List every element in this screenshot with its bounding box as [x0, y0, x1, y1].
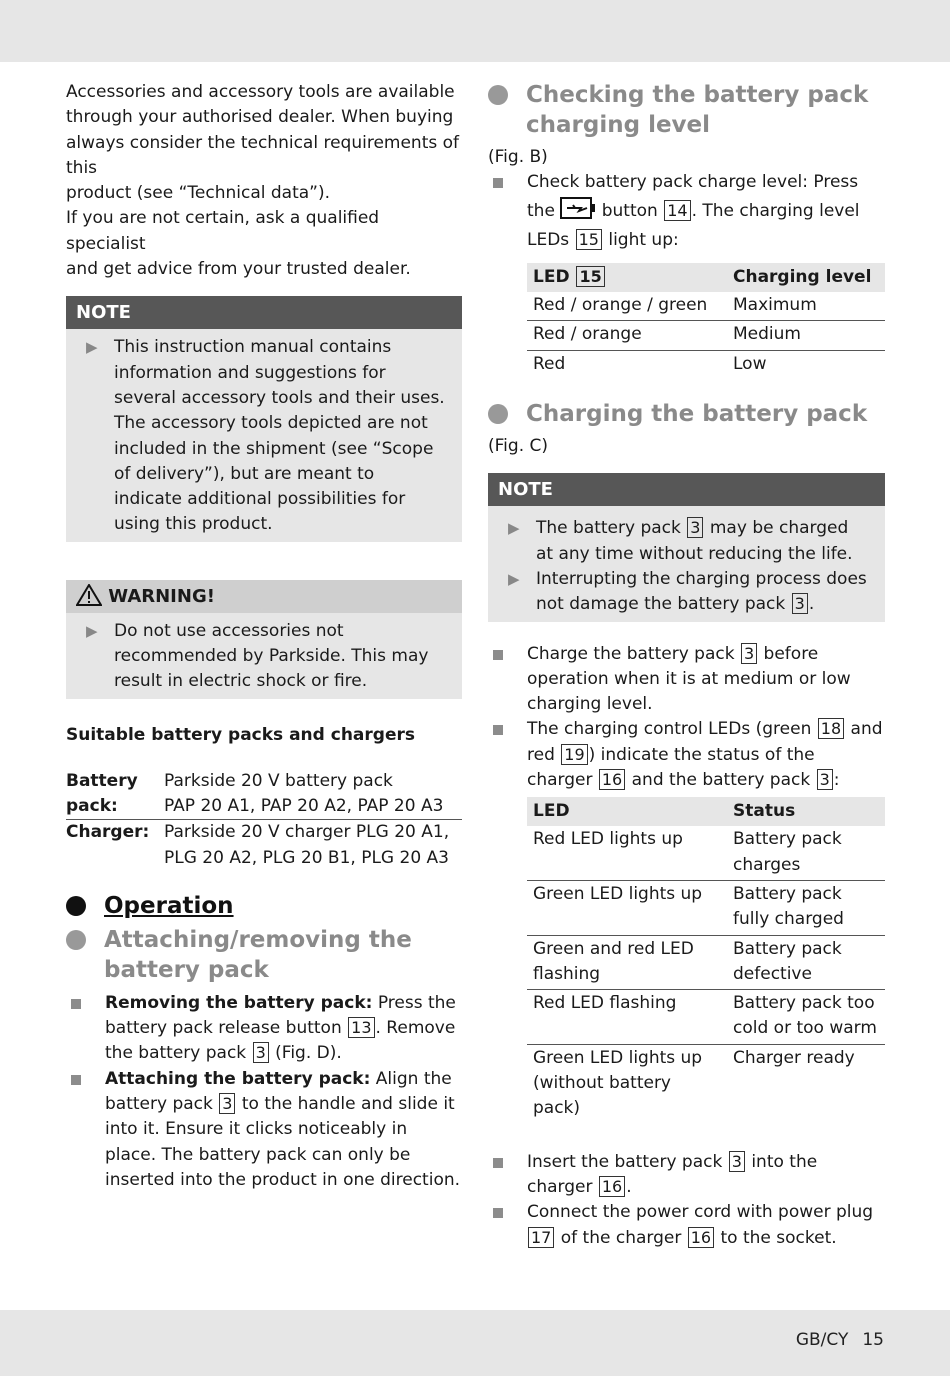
spec-value: PAP 20 A1, PAP 20 A2, PAP 20 A3 [164, 795, 444, 816]
square-bullet-icon [493, 178, 503, 188]
section-dot-icon [488, 85, 508, 105]
connect-item: Connect the power cord with power plug 17 of the charger 16 to the socket. [488, 1200, 885, 1251]
note-box [66, 296, 462, 541]
triangle-bullet-icon: ▶ [86, 621, 98, 640]
ref-number: 3 [687, 517, 703, 538]
ref-number: 16 [599, 1176, 625, 1197]
right-column [488, 80, 885, 1251]
square-bullet-icon [71, 999, 81, 1009]
intro-line: and get advice from your trusted dealer. [66, 259, 411, 280]
table-row: Red Low [533, 353, 767, 374]
ref-number: 13 [348, 1017, 374, 1038]
operation-heading: Operation [66, 893, 462, 919]
charge-item: Charge the battery pack 3 before operation when it is at medium or low charging level. [488, 642, 885, 718]
check-heading: Checking the battery pack charging level [488, 80, 885, 140]
check-item: Check battery pack charge level: Press the button 14 . The charging level LEDs 15 light up: [488, 170, 885, 253]
ref-number: 16 [688, 1227, 714, 1248]
page-number: 15 [862, 1330, 884, 1350]
attach-item: Attaching the battery pack: Align the battery pack 3 to the handle and slide it into it. Ensure it clicks noticeably in place. The battery pack can only be inserted into the product in one direction. [66, 1067, 462, 1193]
footer-band [0, 1310, 950, 1376]
intro-line: always consider the technical requirements of this [66, 132, 460, 178]
triangle-bullet-icon: ▶ [508, 519, 520, 538]
note-item: ▶ The battery pack 3 may be charged at any time without reducing the life. [508, 518, 853, 564]
ref-number: 17 [528, 1227, 554, 1248]
ref-number: 14 [664, 200, 690, 221]
note-box [488, 473, 885, 621]
spec-row-charger [66, 820, 462, 871]
col-header: LED [533, 267, 570, 288]
table-row: Red LED flashing Battery pack too cold or too warm [527, 990, 885, 1045]
battery-button-icon [560, 196, 596, 228]
spec-label: Charger: [66, 822, 150, 843]
section-dot-icon [66, 896, 86, 916]
note-item: ▶ Interrupting the charging process does not damage the battery pack 3 . [508, 568, 867, 615]
leds-item: The charging control LEDs (green 18 and red 19 ) indicate the status of the charger 16 and the battery pack 3 : [488, 717, 885, 793]
square-bullet-icon [493, 1158, 503, 1168]
top-band [0, 0, 950, 62]
ref-number: 15 [576, 229, 602, 250]
remove-item: Removing the battery pack: Press the battery pack release button 13 . Remove the battery pack 3 (Fig. D). [66, 991, 462, 1067]
section-dot-icon [488, 404, 508, 424]
attach-heading: Attaching/removing the battery pack [66, 925, 462, 985]
table-row: Green LED lights up (without battery pack) Charger ready [533, 1047, 855, 1119]
charging-heading: Charging the battery pack [488, 399, 885, 429]
square-bullet-icon [71, 1075, 81, 1085]
left-column [66, 80, 462, 1193]
ref-number: 16 [599, 769, 625, 790]
square-bullet-icon [493, 1208, 503, 1218]
spec-value: Parkside 20 V battery pack [164, 770, 393, 791]
ref-number: 15 [576, 266, 604, 287]
warning-title: WARNING! [108, 585, 215, 607]
ref-number: 19 [561, 744, 587, 765]
col-header: LED [527, 797, 727, 826]
status-table [527, 797, 885, 1123]
table-row: Red / orange Medium [527, 321, 885, 350]
charge-level-table [527, 263, 885, 379]
note-title: NOTE [488, 473, 885, 506]
table-header-row [527, 797, 885, 826]
triangle-bullet-icon: ▶ [508, 569, 520, 588]
intro-line: through your authorised dealer. When buying [66, 107, 454, 128]
intro-line: Accessories and accessory tools are available [66, 82, 455, 102]
ref-number: 3 [729, 1151, 745, 1172]
warning-item: ▶ Do not use accessories not recommended by Parkside. This may result in electric shock or fire. [86, 620, 429, 692]
fig-ref: (Fig. B) [488, 147, 548, 167]
col-header: Charging level [727, 263, 885, 292]
section-dot-icon [66, 930, 86, 950]
warning-triangle-icon [76, 584, 102, 617]
square-bullet-icon [493, 725, 503, 735]
table-row: Green LED lights up Battery pack fully charged [527, 880, 885, 935]
triangle-bullet-icon: ▶ [86, 338, 98, 357]
square-bullet-icon [493, 650, 503, 660]
note-title: NOTE [66, 296, 462, 329]
col-header: Status [727, 797, 885, 826]
footer-lang: GB/CY [795, 1330, 849, 1350]
spec-value: PLG 20 A2, PLG 20 B1, PLG 20 A3 [164, 847, 449, 868]
ref-number: 3 [219, 1093, 235, 1114]
intro-line: If you are not certain, ask a qualified specialist [66, 208, 380, 254]
ref-number: 3 [741, 643, 757, 664]
warning-header [66, 580, 462, 613]
intro-line: product (see “Technical data”). [66, 183, 331, 204]
spec-table [66, 769, 462, 871]
note-item: ▶ This instruction manual contains information and suggestions for several accessory tools and their uses. The accessory tools depicted are not included in the shipment (see “Scope of delivery”), but are meant to indicate additional possibilities for using this product. [86, 337, 445, 535]
spec-value: Parkside 20 V charger PLG 20 A1, [164, 822, 450, 843]
intro-paragraph [66, 80, 462, 282]
spec-label: Battery pack: [66, 770, 138, 816]
table-row: Red / orange / green Maximum [527, 292, 885, 321]
table-header-row [527, 263, 885, 292]
spec-row-battery [66, 769, 462, 821]
ref-number: 3 [792, 593, 808, 614]
warning-box [66, 580, 462, 699]
table-row: Green and red LED flashing Battery pack defective [527, 935, 885, 990]
suitable-title: Suitable battery packs and chargers [66, 724, 415, 745]
page-footer [796, 1330, 884, 1350]
ref-number: 3 [817, 769, 833, 790]
table-row: Red LED lights up Battery pack charges [527, 826, 885, 880]
ref-number: 3 [253, 1042, 269, 1063]
insert-item: Insert the battery pack 3 into the charger 16 . [488, 1150, 885, 1201]
fig-ref: (Fig. C) [488, 436, 548, 457]
ref-number: 18 [818, 718, 844, 739]
